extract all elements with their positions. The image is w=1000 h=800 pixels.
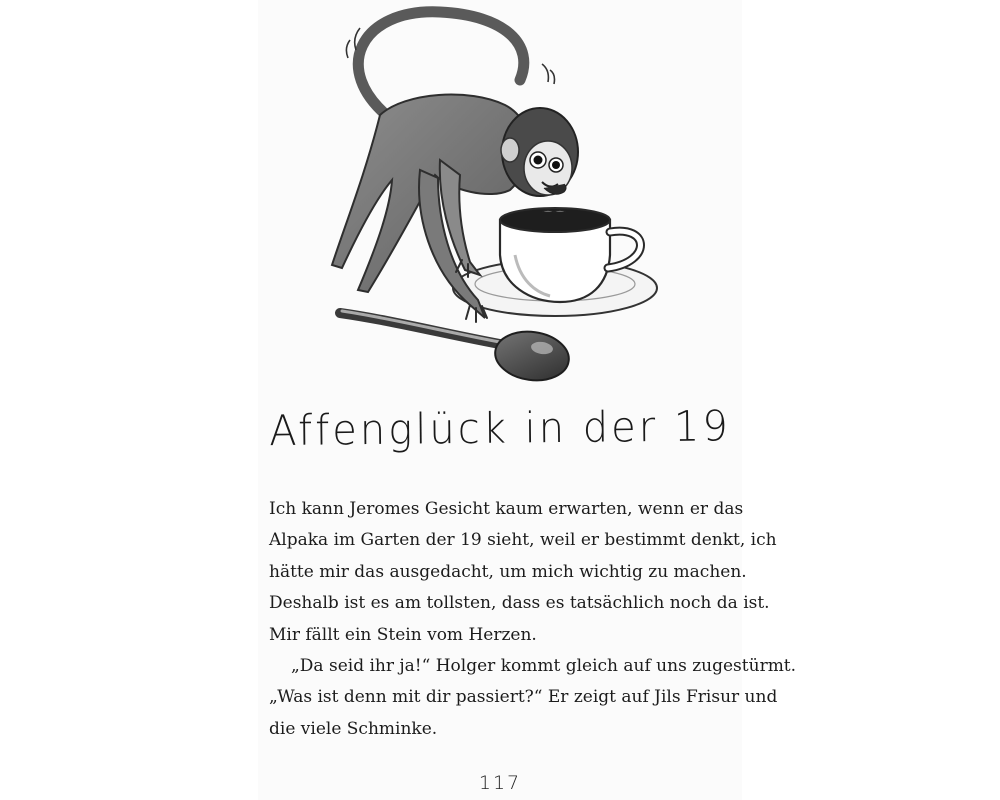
monkey-teacup-illustration <box>320 0 680 392</box>
body-text <box>269 494 797 745</box>
text-line: hätte mir das ausgedacht, um mich wichtig zu machen. <box>269 561 747 582</box>
text-line: Ich kann Jeromes Gesicht kaum erwarten, wenn er das <box>269 499 744 519</box>
text-line: Mir fällt ein Stein vom Herzen. <box>269 624 537 645</box>
text-line: „Was ist denn mit dir passiert?“ Er zeigt auf Jils Frisur und <box>269 687 778 708</box>
page-number: 117 <box>478 772 522 794</box>
text-line: Alpaka im Garten der 19 sieht, weil er bestimmt denkt, ich <box>269 530 777 551</box>
monkey-ear <box>501 138 519 162</box>
spoon-handle <box>340 313 505 345</box>
text-line: die viele Schminke. <box>269 718 438 739</box>
text-line: „Da seid ihr ja!“ Holger kommt gleich auf uns zugestürmt. <box>291 655 797 676</box>
chapter-title: Affenglück in der 19 <box>268 402 732 456</box>
spoon-bowl <box>492 327 572 385</box>
text-line: Deshalb ist es am tollsten, dass es tatsächlich noch da ist. <box>269 593 770 614</box>
